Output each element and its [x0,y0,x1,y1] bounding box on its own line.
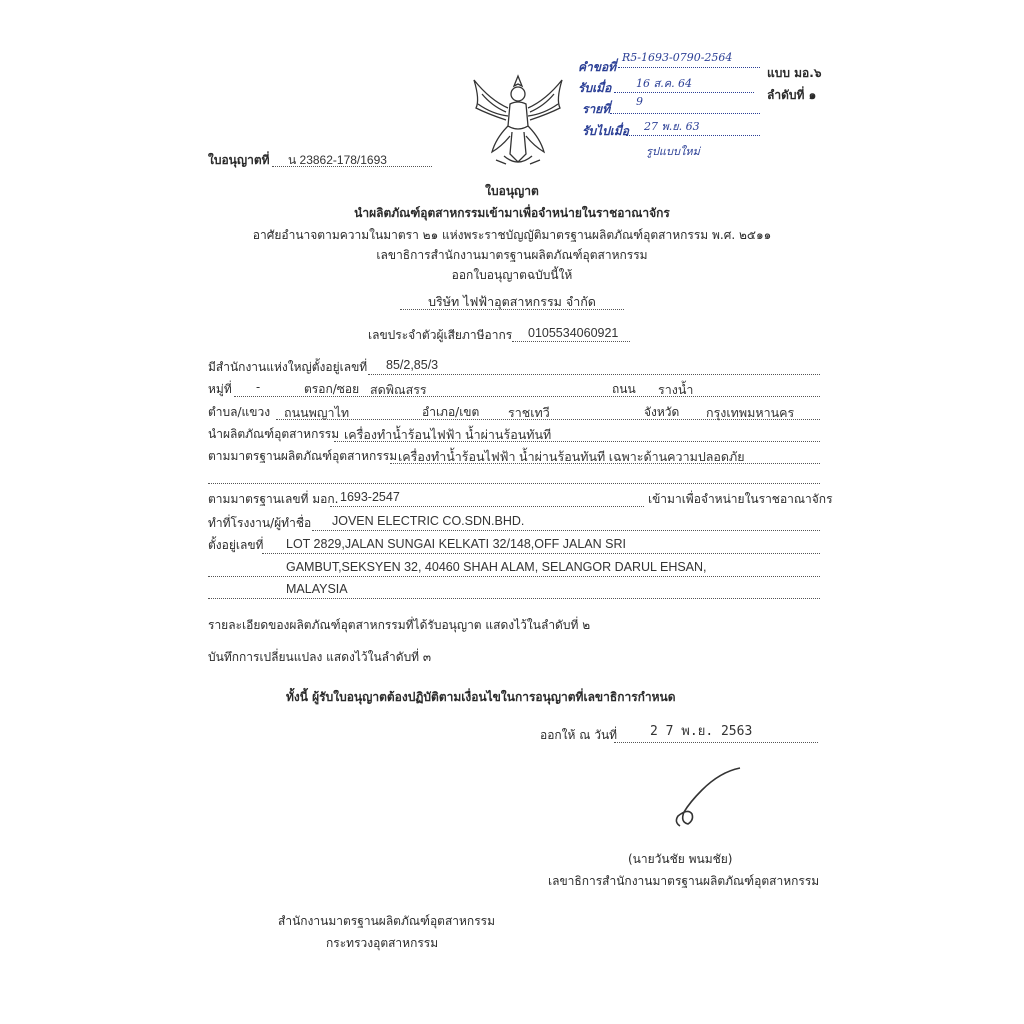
tis-label: ตามมาตรฐานเลขที่ มอก. [208,492,339,506]
signer-title: เลขาธิการสำนักงานมาตรฐานผลิตภัณฑ์อุตสาหกรรม [548,874,820,888]
tax-id-value: 0105534060921 [528,326,619,340]
form-order: ลำดับที่ ๑ [767,88,817,102]
road-label: ถนน [612,382,636,396]
stamp-taken-value: 27 พ.ย. 63 [644,120,700,133]
road-value: รางน้ำ [658,383,694,397]
doc-title: ใบอนุญาต [485,184,539,198]
change-note: บันทึกการเปลี่ยนแปลง แสดงไว้ในลำดับที่ ๓ [208,650,432,664]
office-label: มีสำนักงานแห่งใหญ่ตั้งอยู่เลขที่ [208,360,368,374]
issued-label: ออกให้ ณ วันที่ [540,728,618,742]
standard-label: ตามมาตรฐานผลิตภัณฑ์อุตสาหกรรม [208,449,398,463]
product-value: เครื่องทำน้ำร้อนไฟฟ้า น้ำผ่านร้อนทันที [344,428,552,442]
stamp-taken-label: รับไปเมื่อ [582,124,629,138]
standard-value: เครื่องทำน้ำร้อนไฟฟ้า น้ำผ่านร้อนทันที เฉพาะด้านความปลอดภัย [398,450,745,464]
office-no: 85/2,85/3 [386,358,439,372]
stamp-receiver-label: รายที่ [582,102,611,116]
maker-address-line2: GAMBUT,SEKSYEN 32, 40460 SHAH ALAM, SELANGOR DARUL EHSAN, [286,560,707,574]
doc-issuer: เลขาธิการสำนักงานมาตรฐานผลิตภัณฑ์อุตสาหกรรม [376,248,648,262]
doc-issue-to: ออกใบอนุญาตฉบับนี้ให้ [451,268,573,282]
maker-address-line3: MALAYSIA [286,582,348,596]
maker-address-label: ตั้งอยู่เลขที่ [208,538,264,552]
agency-name: สำนักงานมาตรฐานผลิตภัณฑ์อุตสาหกรรม [278,914,496,928]
subdistrict-value: ถนนพญาไท [284,406,350,420]
condition-note: ทั้งนี้ ผู้รับใบอนุญาตต้องปฏิบัติตามเงื่อนไขในการอนุญาตที่เลขาธิการกำหนด [286,690,676,704]
province-label: จังหวัด [644,405,680,419]
maker-value: JOVEN ELECTRIC CO.SDN.BHD. [332,514,525,528]
product-label: นำผลิตภัณฑ์อุตสาหกรรม [208,427,340,441]
garuda-emblem [466,70,570,172]
moo-label: หมู่ที่ [208,382,232,396]
stamp-received-value: 16 ส.ค. 64 [636,77,693,90]
soi-label: ตรอก/ซอย [304,382,360,396]
soi-value: สดพิณสรร [370,383,427,397]
maker-label: ทำที่โรงงาน/ผู้ทำชื่อ [208,516,312,530]
maker-address-line1: LOT 2829,JALAN SUNGAI KELKATI 32/148,OFF JALAN SRI [286,537,626,551]
license-no-label: ใบอนุญาตที่ [208,153,270,167]
district-value: ราชเทวี [508,406,550,420]
license-no-value: น 23862-178/1693 [288,153,387,167]
issued-date: 2 7 พ.ย. 2563 [650,724,753,739]
company-name: บริษัท ไฟฟ้าอุตสาหกรรม จำกัด [428,294,596,309]
signature [660,760,750,832]
tis-suffix: เข้ามาเพื่อจำหน่ายในราชอาณาจักร [648,492,833,506]
tis-value: 1693-2547 [340,490,400,504]
signer-name: (นายวันชัย พนมชัย) [628,852,733,866]
district-label: อำเภอ/เขต [422,405,480,419]
tax-id-label: เลขประจำตัวผู้เสียภาษีอากร [368,328,513,342]
doc-subtitle: นำผลิตภัณฑ์อุตสาหกรรมเข้ามาเพื่อจำหน่ายในราชอาณาจักร [354,206,670,220]
ministry-name: กระทรวงอุตสาหกรรม [326,936,439,950]
stamp-note: รูปแบบใหม่ [646,145,700,158]
stamp-receiver-value: 9 [636,95,643,108]
detail-note: รายละเอียดของผลิตภัณฑ์อุตสาหกรรมที่ได้รับอนุญาต แสดงไว้ในลำดับที่ ๒ [208,618,591,632]
moo-value: - [256,380,261,394]
stamp-request-value: R5-1693-0790-2564 [622,51,733,64]
stamp-request-label: คำขอที่ [578,60,617,74]
doc-authority: อาศัยอำนาจตามความในมาตรา ๒๑ แห่งพระราชบัญญัติมาตรฐานผลิตภัณฑ์อุตสาหกรรม พ.ศ. ๒๕๑๑ [252,228,772,242]
subdistrict-label: ตำบล/แขวง [208,405,271,419]
stamp-received-label: รับเมื่อ [578,81,612,95]
province-value: กรุงเทพมหานคร [706,406,795,420]
form-code: แบบ มอ.๖ [767,66,822,80]
